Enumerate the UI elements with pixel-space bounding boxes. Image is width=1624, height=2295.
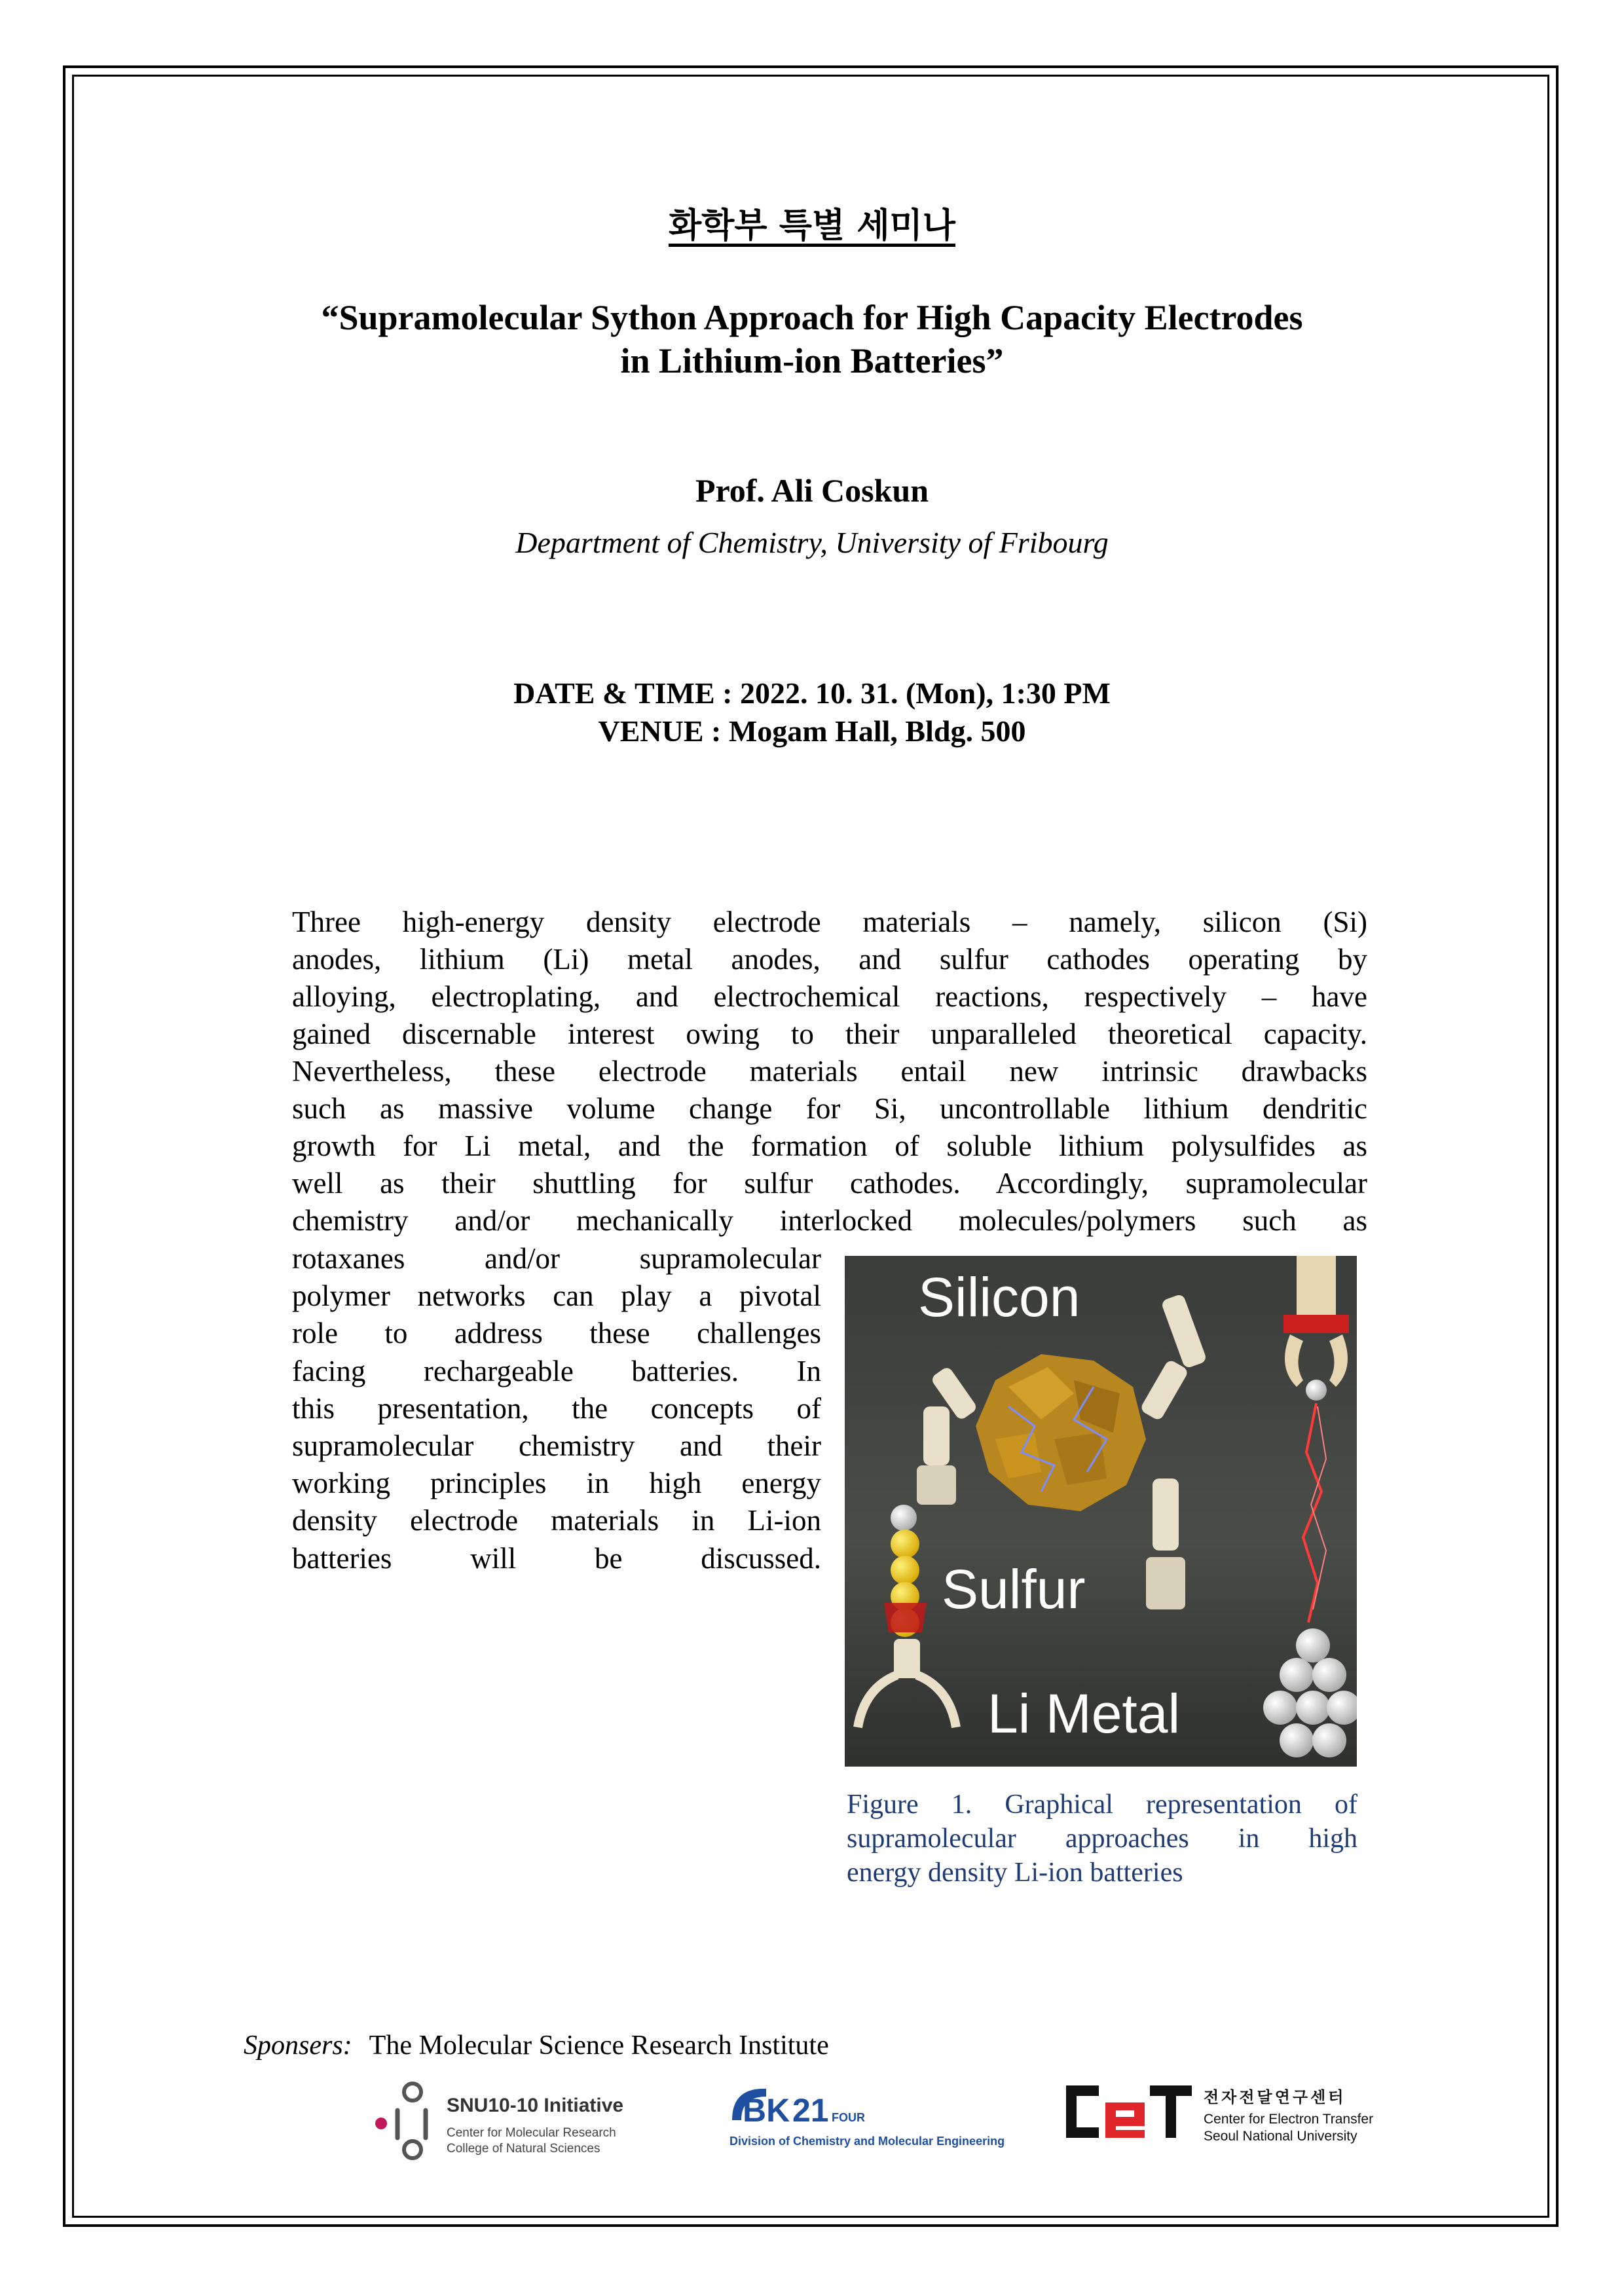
snu-logo-sub: College of Natural Sciences: [447, 2142, 600, 2156]
sponsors: [244, 2030, 829, 2061]
abstract-line: alloying, electroplating, and electrochemical reactions, respectively – have: [292, 980, 1367, 1013]
sponsors-label: Sponsers:: [244, 2030, 352, 2061]
event-info: [0, 674, 1624, 750]
seminar-korean-title: 화학부 특별 세미나: [668, 206, 956, 246]
bk21-logo: [727, 2082, 1028, 2154]
abstract-line: growth for Li metal, and the formation of soluble lithium polysulfides as: [292, 1129, 1367, 1162]
caption-line: energy density Li-ion batteries: [847, 1858, 1183, 1888]
bk-logo-sub: Division of Chemistry and Molecular Engineering: [729, 2135, 1005, 2148]
speaker-affiliation: Department of Chemistry, University of Fribourg: [515, 526, 1109, 559]
snu-logo: [368, 2079, 669, 2164]
speaker-name: Prof. Ali Coskun: [695, 472, 929, 509]
abstract-line: chemistry and/or mechanically interlocked molecules/polymers such as: [292, 1204, 1367, 1237]
abstract-line: rotaxanes and/or supramolecular: [292, 1242, 821, 1275]
caption-line: Figure 1. Graphical representation of: [847, 1790, 1357, 1820]
figure-label-li-metal: Li Metal: [987, 1683, 1181, 1744]
abstract-line: facing rechargeable batteries. In: [292, 1354, 821, 1387]
talk-title: [0, 296, 1624, 382]
abstract-line: well as their shuttling for sulfur cathodes. Accordingly, supramolecular: [292, 1167, 1367, 1200]
cet-logo-korean: 전자전달연구센터: [1204, 2088, 1346, 2106]
abstract-line: Nevertheless, these electrode materials entail new intrinsic drawbacks: [292, 1055, 1367, 1088]
sponsor-institute: The Molecular Science Research Institute: [369, 2030, 829, 2061]
abstract-line: density electrode materials in Li-ion: [292, 1504, 821, 1537]
talk-title-line: in Lithium-ion Batteries”: [620, 341, 1004, 380]
cet-logo-sub: Seoul National University: [1204, 2129, 1357, 2144]
figure-label-silicon: Silicon: [918, 1266, 1080, 1328]
snu-logo-name: SNU10-10 Initiative: [447, 2095, 624, 2116]
bk-logo-main: BK: [743, 2092, 790, 2129]
abstract-line: polymer networks can play a pivotal: [292, 1279, 821, 1313]
abstract-line: supramolecular chemistry and their: [292, 1429, 821, 1463]
abstract-line: such as massive volume change for Si, uncontrollable lithium dendritic: [292, 1092, 1367, 1125]
talk-title-line: “Supramolecular Sython Approach for High Capacity Electrodes: [321, 298, 1303, 337]
figure-image: [845, 1256, 1357, 1767]
figure-label-sulfur: Sulfur: [942, 1558, 1086, 1620]
abstract-line: role to address these challenges: [292, 1317, 821, 1350]
abstract-line: gained discernable interest owing to their unparalleled theoretical capacity.: [292, 1018, 1367, 1050]
abstract-line: anodes, lithium (Li) metal anodes, and sulfur cathodes operating by: [292, 943, 1367, 976]
cet-logo-sub: Center for Electron Transfer: [1204, 2112, 1374, 2127]
abstract-line: this presentation, the concepts of: [292, 1391, 821, 1425]
abstract-line: batteries will be discussed.: [292, 1541, 821, 1575]
abstract-wrapped-column: [292, 1240, 821, 1577]
venue: VENUE : Mogam Hall, Bldg. 500: [598, 714, 1026, 748]
abstract-line: working principles in high energy: [292, 1467, 821, 1500]
cet-logo: [1061, 2079, 1428, 2157]
abstract-line: Three high-energy density electrode materials – namely, silicon (Si): [292, 906, 1367, 938]
date-time: DATE & TIME : 2022. 10. 31. (Mon), 1:30 PM: [513, 676, 1111, 710]
bk-logo-four: FOUR: [832, 2111, 865, 2124]
caption-line: supramolecular approaches in high: [847, 1824, 1357, 1854]
snu-logo-sub: Center for Molecular Research: [447, 2126, 616, 2140]
abstract-paragraph: [292, 904, 1367, 1239]
figure-caption: [847, 1788, 1357, 1890]
bk-logo-num: 21: [792, 2092, 829, 2129]
